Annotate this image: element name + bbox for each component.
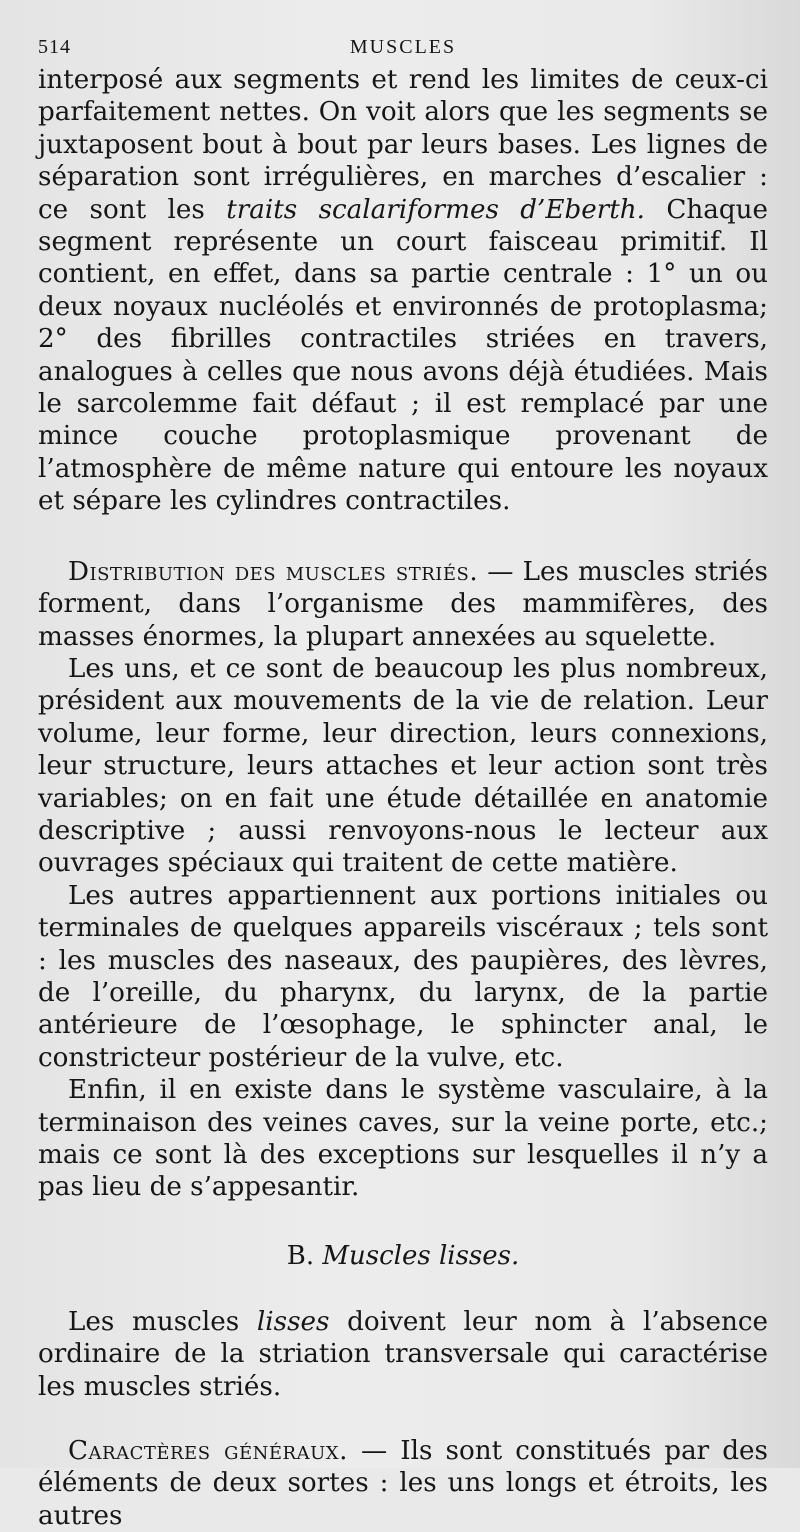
section-title: Muscles lisses.	[322, 1240, 520, 1271]
paragraph-text: interposé aux segments et rend les limites de ceux-ci parfaitement nettes. On voit alors que les segments se juxtaposent bout à bout par leurs bases. Les lignes de séparation sont irrégulières, en marches d’escalier : ce sont les	[38, 65, 768, 225]
page-header	[38, 24, 768, 64]
paragraph-enfin: Enfin, il en existe dans le système vasculaire, à la terminaison des veines caves, sur la veine porte, etc.; mais ce sont là des exceptions sur lesquelles il n’y a pas lieu de s’appesantir.	[38, 1075, 768, 1203]
paragraph-text: — Ils sont constitués par des éléments de deux sortes : les uns longs et étroits, les autres	[38, 1436, 768, 1531]
running-head: MUSCLES	[349, 36, 457, 58]
paragraph-segments	[38, 64, 768, 518]
paragraph-les-autres: Les autres appartiennent aux portions initiales ou terminales de quelques appareils viscéraux ; tels sont : les muscles des naseaux, des paupières, des lèvres, de l’oreille, du pharynx, du larynx, de la partie antérieure de l’œsophage, le sphincter anal, le constricteur postérieur de la vulve, etc.	[38, 880, 768, 1073]
italic-term: traits scalariformes d’Eberth.	[226, 194, 645, 225]
spacer	[38, 518, 768, 556]
italic-term: lisses	[256, 1306, 330, 1337]
paragraph-text: doivent leur nom à l’absence ordinaire de la striation transversale qui caractérise les muscles striés.	[38, 1306, 768, 1402]
paragraph-text: Les muscles	[68, 1306, 257, 1337]
paragraph-distribution	[38, 556, 768, 653]
paragraph-muscles-lisses	[38, 1306, 768, 1403]
paragraph-les-uns: Les uns, et ce sont de beaucoup les plus nombreux, président aux mouvements de la vie de relation. Leur volume, leur forme, leur direction, leurs connexions, leur structure, leurs attaches et leur action sont très variables; on en fait une étude détaillée en anatomie descriptive ; aussi renvoyons-nous le lecteur aux ouvrages spéciaux qui traitent de cette matière.	[38, 653, 768, 879]
page-number: 514	[38, 36, 71, 58]
section-letter: B.	[286, 1240, 315, 1271]
spacer	[38, 1403, 768, 1435]
paragraph-caracteres	[38, 1435, 768, 1532]
paragraph-text: Chaque segment représente un court faisceau primitif. Il contient, en effet, dans sa partie centrale : 1° un ou deux noyaux nucléolés et environnés de protoplasma; 2° des fibrilles contractiles striées en travers, analogues à celles que nous avons déjà étudiées. Mais le sarcolemme fait défaut ; il est remplacé par une mince couche protoplasmique provenant de l’atmosphère de même nature qui entoure les noyaux et sépare les cylindres contractiles.	[38, 194, 769, 517]
run-in-heading: Caractères généraux.	[68, 1436, 348, 1467]
section-heading	[38, 1240, 768, 1272]
spacer	[38, 1272, 768, 1306]
run-in-heading: Distribution des muscles striés.	[68, 556, 479, 587]
paragraph-text: — Les muscles striés forment, dans l’organisme des mammifères, des masses énormes, la plupart annexées au squelette.	[38, 556, 768, 652]
spacer	[38, 1204, 768, 1240]
